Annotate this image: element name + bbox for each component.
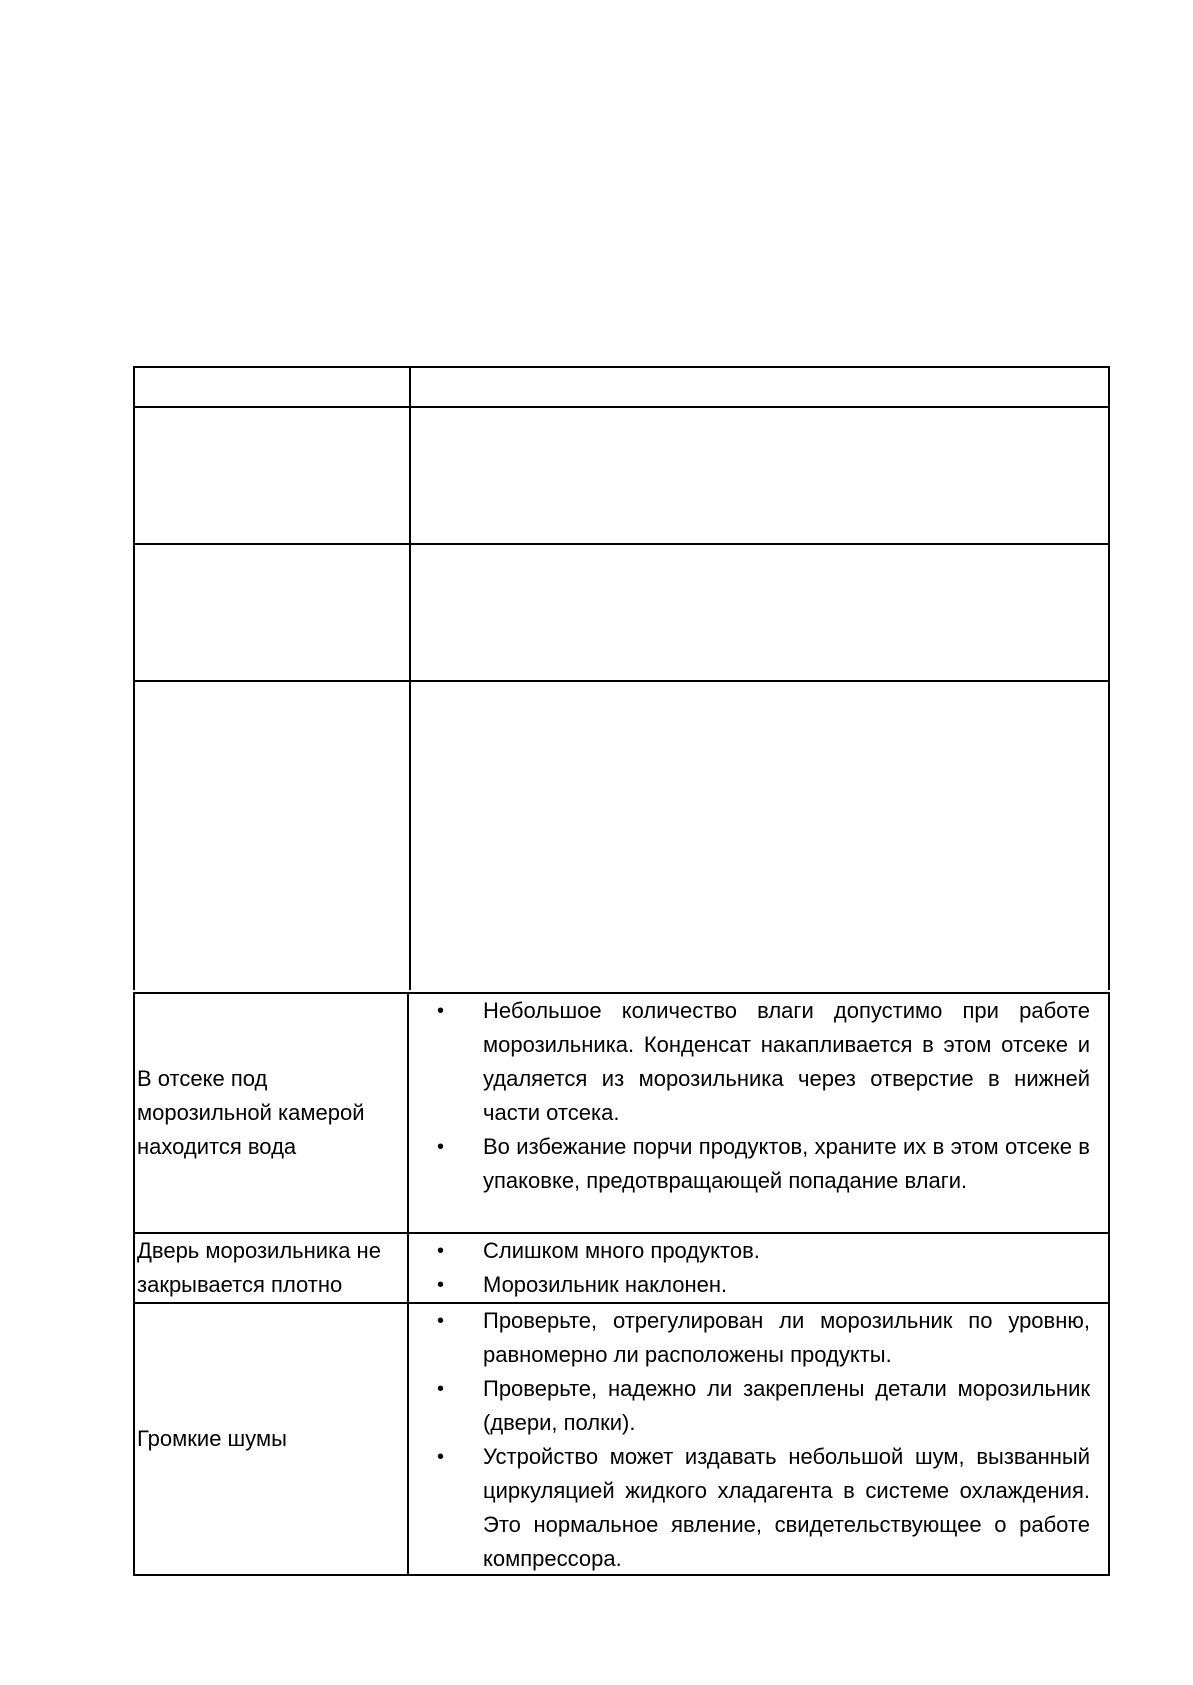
- solution-item: [409, 1130, 1090, 1198]
- solution-text: Проверьте, надежно ли закреплены детали морозильник (двери, полки).: [483, 1376, 1090, 1435]
- troubleshooting-table: [133, 992, 1110, 1576]
- solution-list: [409, 994, 1090, 1198]
- solution-cell: [409, 1234, 1108, 1302]
- solution-text: Во избежание порчи продуктов, храните их в этом отсеке в упаковке, предотвращающей попадание влаги.: [483, 1134, 1090, 1193]
- column-divider: [409, 368, 411, 990]
- row-divider: [135, 406, 1108, 408]
- solution-text: Небольшое количество влаги допустимо при работе морозильника. Конденсат накапливается в этом отсеке и удаляется из морозильника через отверстие в нижней части отсека.: [483, 998, 1090, 1125]
- bullet-icon: •: [437, 1310, 445, 1332]
- solution-cell: [409, 994, 1108, 1232]
- row-divider: [135, 680, 1108, 682]
- solution-item: [409, 1268, 1090, 1302]
- solution-item: [409, 994, 1090, 1130]
- bullet-icon: •: [437, 1240, 445, 1262]
- problem-text: Дверь морозильника не закрывается плотно: [137, 1238, 381, 1297]
- table-row: [135, 1302, 1108, 1574]
- bullet-icon: •: [437, 1446, 445, 1468]
- problem-cell: [135, 1234, 409, 1302]
- solution-text: Морозильник наклонен.: [483, 1272, 728, 1297]
- problem-cell: [135, 1304, 409, 1574]
- solution-text: Слишком много продуктов.: [483, 1238, 760, 1263]
- bullet-icon: •: [437, 1378, 445, 1400]
- bullet-icon: •: [437, 1136, 445, 1158]
- solution-item: [409, 1304, 1090, 1372]
- solution-item: [409, 1234, 1090, 1268]
- solution-cell: [409, 1304, 1108, 1574]
- solution-list: [409, 1304, 1090, 1576]
- problem-cell: [135, 994, 409, 1232]
- empty-table-section: [133, 366, 1110, 990]
- solution-text: Проверьте, отрегулирован ли морозильник по уровню, равномерно ли расположены продукты.: [483, 1308, 1090, 1367]
- table-row: [135, 994, 1108, 1232]
- table-row: [135, 1232, 1108, 1302]
- solution-item: [409, 1372, 1090, 1440]
- row-divider: [135, 543, 1108, 545]
- problem-text: Громкие шумы: [137, 1426, 287, 1451]
- bullet-icon: •: [437, 1000, 445, 1022]
- bullet-icon: •: [437, 1274, 445, 1296]
- solution-item: [409, 1440, 1090, 1576]
- problem-text: В отсеке под морозильной камерой находится вода: [137, 1066, 365, 1159]
- solution-list: [409, 1234, 1090, 1302]
- solution-text: Устройство может издавать небольшой шум, вызванный циркуляцией жидкого хладагента в системе охлаждения. Это нормальное явление, свидетельствующее о работе компрессора.: [483, 1444, 1090, 1571]
